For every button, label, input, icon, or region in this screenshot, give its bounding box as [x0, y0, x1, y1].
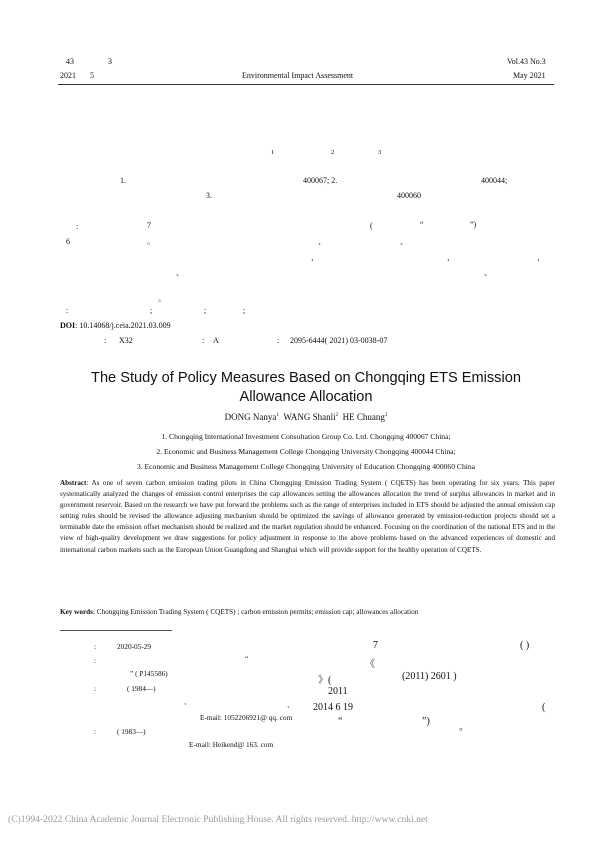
abstract-label: Abstract [60, 479, 87, 487]
cn-affiliation-1-postcode: 400067; 2. [303, 176, 338, 185]
fn-author1-email: E-mail: 1052206921@ qq. com [200, 713, 293, 722]
header-journal-name: Environmental Impact Assessment [242, 71, 354, 80]
keywords-label: Key words [60, 608, 93, 616]
author-1-name: DONG Nanya [224, 412, 277, 422]
class-number: X32 [119, 336, 133, 345]
cn-abstract-comma-3: ， [537, 253, 545, 262]
fn-right-period: 。 [459, 722, 469, 733]
document-code: A [213, 336, 219, 345]
fn-right-book-open: 《 [365, 659, 375, 670]
fn-fund-project: ” ( P145586) [130, 669, 168, 678]
class-number-colon: : [104, 336, 107, 345]
fn-right-parens: ( ) [520, 640, 530, 651]
cn-abstract-end-period: 。 [158, 294, 166, 303]
english-title-line-1: The Study of Policy Measures Based on Chongqing ETS Emission [91, 370, 521, 386]
fn-right-paren: ( [542, 702, 546, 713]
author-2-name: WANG Shanli [283, 412, 336, 422]
fn-right-year: 2011 [328, 686, 348, 697]
cn-abstract-comma-1: ， [311, 253, 319, 262]
fn-author1-dun-2: 、 [287, 700, 295, 709]
keywords-text: : Chongqing Emission Trading System ( CQETS) ; carbon emission permits; emission cap; allowances allocation [92, 608, 419, 616]
fn-right-seven: 7 [373, 640, 378, 651]
cn-abstract-comma-2: ， [447, 253, 455, 262]
fn-right-book-close: 》( [318, 675, 332, 686]
cn-abstract-period: 。 [147, 237, 155, 246]
cn-author-mark-1: 1 [271, 149, 275, 156]
cn-abstract-colon: : [76, 222, 79, 231]
fn-received-colon: : [94, 642, 97, 651]
cn-abstract-dun-1: 、 [318, 237, 326, 246]
english-authors [0, 412, 612, 422]
fn-author2-email: E-mail: Heikend@ 163. com [189, 740, 274, 749]
fn-fund-quote: “ [245, 654, 249, 663]
header-month-cn: 5 [90, 71, 94, 80]
cn-abstract-seven: 7 [147, 221, 151, 230]
fn-fund-colon: : [94, 656, 97, 665]
english-affiliation-2: 2. Economic and Business Management College Chongqing University Chongqing 400044 China; [156, 447, 456, 456]
cn-author-mark-3: 3 [378, 149, 382, 156]
english-affiliation-1: 1. Chongqing International Investment Consultation Group Co. Ltd. Chongqing 400067 China; [161, 432, 451, 441]
fn-right-quote-open: “ [338, 716, 343, 727]
cn-abstract-quote-open: “ [420, 220, 424, 229]
header-date-en: May 2021 [513, 71, 546, 80]
english-title-line-2: Allowance Allocation [239, 389, 373, 405]
english-keywords [60, 608, 418, 616]
author-1-mark: 1 [276, 413, 279, 418]
cn-keywords-semicolon-3: ; [243, 306, 246, 315]
fn-right-date: 2014 6 19 [313, 702, 353, 713]
abstract-text: : As one of seven carbon emission trading pilots in China Chongqing Emission Trading System ( CQETS) has been operating for six years. This paper systematically analyzed the changes of emission control enterprises the cap allowances setting the allowances allocation the trend of surplus allowances in market and in government reservoir. Based on the research we have put forward the problems such as the range of enterprises included in ETS should be adjusted the annual emission cap setting rules should be revised the allowance adjusting mechanism should be optimized the savings of allowance generated by emission-reduction projects should set a terminable date the emission offset mechanism should be realized and the market regulation should be enhanced. Focusing on the coordination of the national ETS and in the view of high-quality development we draw suggestions for policy adjustment in response to the above problems based on the advanced experiences of domestic and international carbon markets such as the European Union Guangdong and Shanghai which will provide support for the healthy operation of CQETS. [60, 479, 555, 554]
copyright-notice: (C)1994-2022 China Academic Journal Electronic Publishing House. All rights reserved. http://www.cnki.net [8, 814, 428, 825]
cn-keywords-colon: : [66, 306, 69, 315]
fn-received-date: 2020-05-29 [117, 642, 152, 651]
doi-line [60, 321, 171, 330]
header-year-cn: 2021 [60, 71, 76, 80]
fn-author1-colon: : [94, 684, 97, 693]
article-id-colon: : [277, 336, 280, 345]
article-id: 2095-6444( 2021) 03-0038-07 [290, 336, 388, 345]
cn-author-mark-2: 2 [331, 149, 335, 156]
author-3-name: HE Chuang [342, 412, 385, 422]
author-2-mark: 2 [335, 413, 339, 418]
header-volume-cn: 43 [66, 57, 74, 66]
fn-right-doc-number: (2011) 2601 ) [402, 671, 457, 682]
cn-affiliation-2-postcode: 400044; [481, 176, 508, 185]
cn-keywords-semicolon-1: ; [150, 306, 153, 315]
fn-right-quote-close: ”) [422, 716, 430, 727]
header-issue-cn: 3 [108, 57, 112, 66]
doi-label: DOI [60, 321, 76, 330]
footnote-rule [60, 630, 172, 631]
header-volume-en: Vol.43 No.3 [507, 57, 546, 66]
cn-abstract-paren-open: ( [370, 221, 373, 230]
cn-abstract-dun-3: 、 [176, 268, 184, 277]
cn-affiliation-3-postcode: 400060 [397, 191, 421, 200]
header-rule [58, 84, 554, 85]
fn-author1-dun-1: 、 [184, 697, 192, 706]
english-abstract [60, 478, 555, 556]
doi-value: : 10.14068/j.ceia.2021.03.009 [75, 321, 171, 330]
author-3-mark: 3 [384, 413, 388, 418]
fn-author2-colon: : [94, 727, 97, 736]
cn-affiliation-3-number: 3. [206, 191, 212, 200]
cn-affiliation-1-number: 1. [120, 176, 126, 185]
cn-abstract-six: 6 [66, 237, 70, 246]
cn-keywords-semicolon-2: ; [204, 306, 207, 315]
cn-abstract-dun-4: 、 [484, 268, 492, 277]
fn-author2-birth: ( 1983—) [117, 727, 146, 736]
fn-author1-birth: ( 1984—) [127, 684, 156, 693]
cn-abstract-quote-close: ”) [470, 220, 477, 229]
cn-abstract-dun-2: 、 [400, 237, 408, 246]
english-affiliation-3: 3. Economic and Business Management College Chongqing University of Education Chongqing 400060 China [136, 462, 476, 471]
document-code-colon: : [202, 336, 205, 345]
